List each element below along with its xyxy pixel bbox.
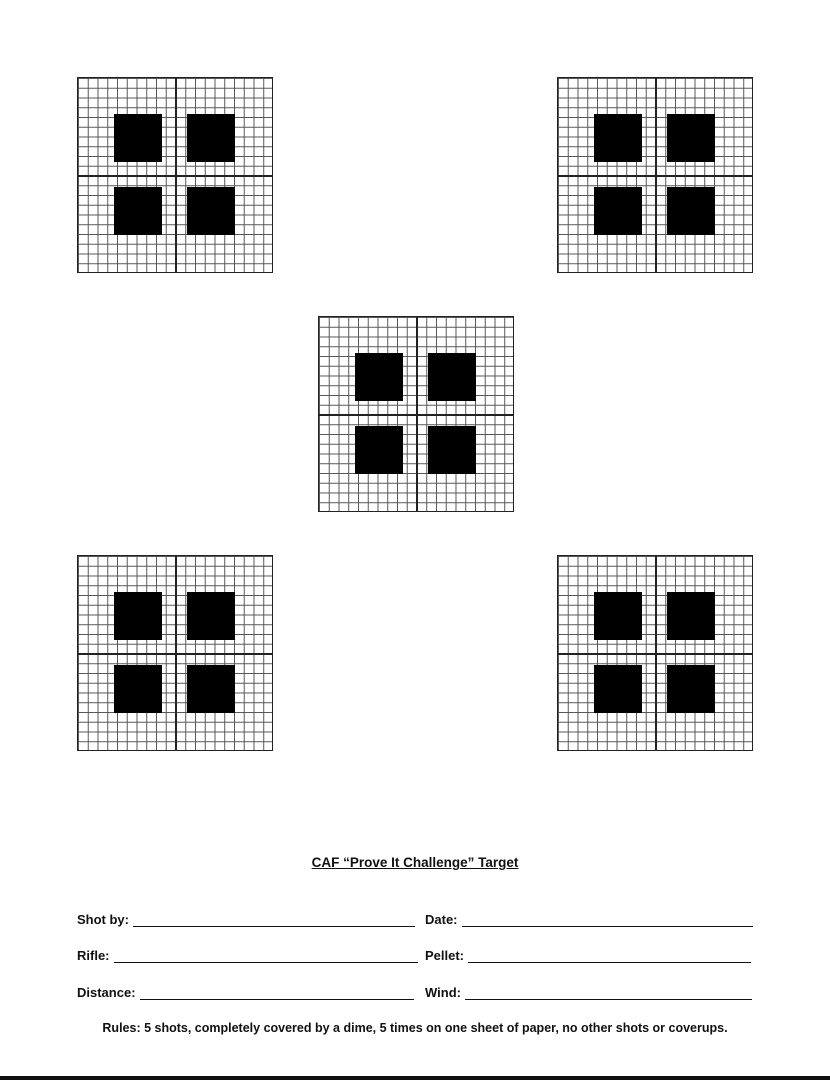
aim-square (428, 426, 476, 474)
date-label: Date: (425, 912, 458, 927)
aim-square (187, 665, 235, 713)
target-center (318, 316, 514, 512)
aim-square (667, 592, 715, 640)
target-bottom-right (557, 555, 753, 751)
aim-square (114, 114, 162, 162)
date-line[interactable] (462, 912, 753, 927)
target-top-right (557, 77, 753, 273)
date-field[interactable] (425, 912, 753, 927)
aim-square (667, 187, 715, 235)
rifle-line[interactable] (114, 948, 419, 963)
shot-by-field[interactable] (77, 912, 415, 927)
distance-field[interactable] (77, 985, 414, 1000)
aim-square (114, 665, 162, 713)
aim-square (355, 353, 403, 401)
aim-square (667, 665, 715, 713)
target-top-left (77, 77, 273, 273)
wind-line[interactable] (465, 985, 752, 1000)
wind-field[interactable] (425, 985, 752, 1000)
wind-label: Wind: (425, 985, 461, 1000)
aim-square (594, 114, 642, 162)
aim-square (355, 426, 403, 474)
grid-center-line-horizontal (78, 175, 272, 177)
shot-by-label: Shot by: (77, 912, 129, 927)
aim-square (594, 592, 642, 640)
shot-by-line[interactable] (133, 912, 415, 927)
aim-square (187, 592, 235, 640)
aim-square (187, 114, 235, 162)
page-bottom-border (0, 1076, 830, 1080)
distance-label: Distance: (77, 985, 136, 1000)
grid-center-line-horizontal (558, 653, 752, 655)
pellet-label: Pellet: (425, 948, 465, 963)
rules-text: Rules: 5 shots, completely covered by a dime, 5 times on one sheet of paper, no other shots or coverups. (102, 1021, 728, 1035)
rifle-label: Rifle: (77, 948, 110, 963)
distance-line[interactable] (140, 985, 414, 1000)
pellet-line[interactable] (468, 948, 751, 963)
aim-square (114, 592, 162, 640)
grid-center-line-horizontal (558, 175, 752, 177)
aim-square (114, 187, 162, 235)
document-title: CAF “Prove It Challenge” Target (311, 855, 519, 870)
target-bottom-left (77, 555, 273, 751)
aim-square (594, 187, 642, 235)
aim-square (187, 187, 235, 235)
aim-square (428, 353, 476, 401)
pellet-field[interactable] (425, 948, 751, 963)
grid-center-line-horizontal (319, 414, 513, 416)
aim-square (594, 665, 642, 713)
aim-square (667, 114, 715, 162)
rifle-field[interactable] (77, 948, 418, 963)
grid-center-line-horizontal (78, 653, 272, 655)
